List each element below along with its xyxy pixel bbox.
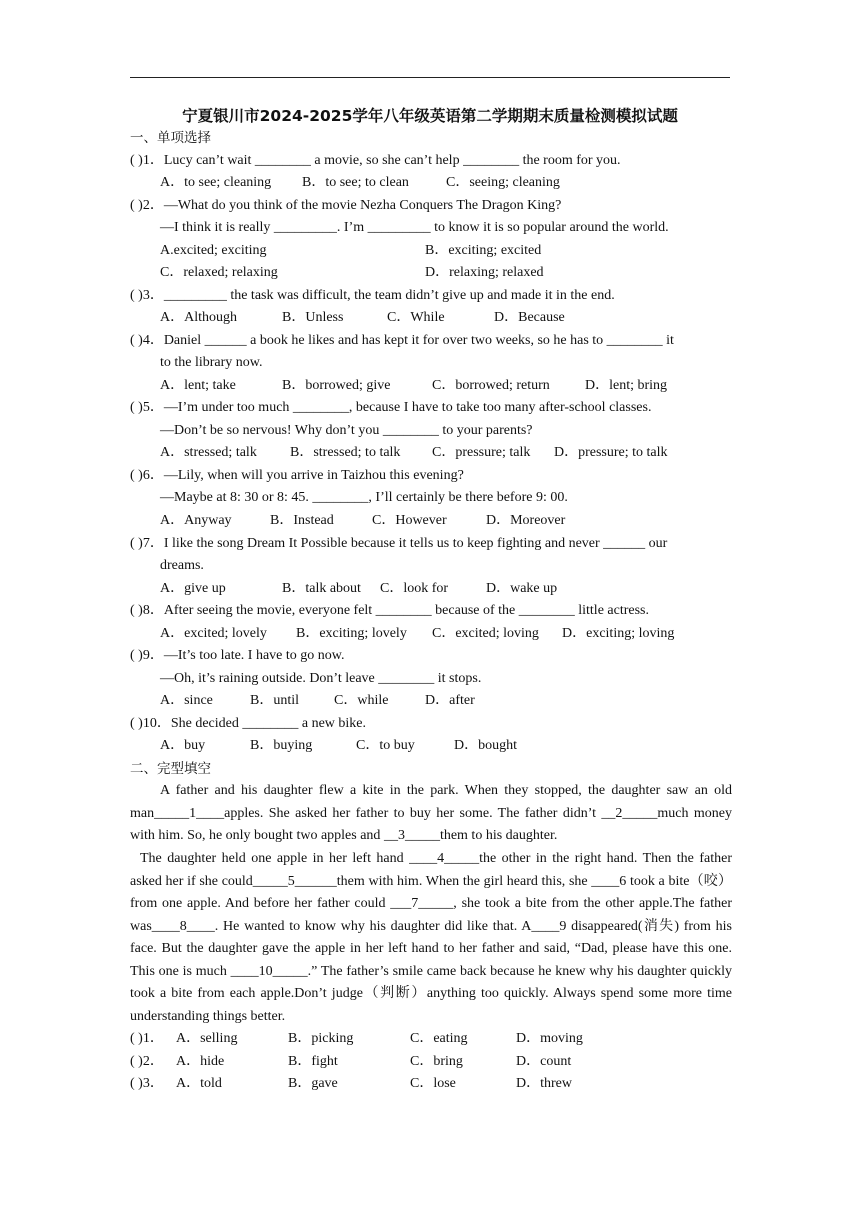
question-5: ( )5．—I’m under too much ________, because I have to take too many after-school classes. [130,400,652,415]
section-heading-cloze: 二、完型填空 [130,761,211,777]
question-7-line-2: dreams. [160,558,204,573]
option: A．Anyway [160,513,232,528]
option: A．stressed; talk [160,445,257,460]
option: C．While [387,310,445,325]
option: A．lent; take [160,378,236,393]
option: A．buy [160,738,206,753]
cloze-text: apples. She asked her father to buy her some. The father didn’t [224,805,597,821]
option: B．Instead [270,513,334,528]
cloze-paragraph-1 [130,780,732,848]
question-5-line-2: —Don’t be so nervous! Why don’t you ________ to your parents? [160,423,533,438]
cloze-blank-4: ____4_____ [409,851,480,866]
question-6-line-2: —Maybe at 8: 30 or 8: 45. ________, I’ll certainly be there before 9: 00. [160,490,568,505]
cloze-text: The daughter held one apple in her left hand [140,851,404,866]
option: D．moving [516,1031,583,1046]
option: D．wake up [486,581,558,596]
option: C．lose [410,1076,456,1091]
option: A．told [176,1076,222,1091]
option: A．selling [176,1031,238,1046]
section-heading-single-choice: 一、单项选择 [130,130,211,146]
option: A.excited; exciting [160,243,267,258]
option: C．bring [410,1054,463,1069]
cloze-text: disappeared(消失) from his face. But the daughter gave the apple in her left hand to her father and said, “Dad, please have this one. This one is much [130,918,733,979]
cloze-text: took a bite（咬）from one apple. And before her father could [130,873,732,911]
option: D．threw [516,1076,572,1091]
option: D．relaxing; relaxed [425,265,544,280]
option: B．exciting; excited [425,243,542,258]
question-10: ( )10．She decided ________ a new bike. [130,716,366,731]
cloze-blank-5: _____5______ [252,873,337,889]
question-9: ( )9．—It’s too late. I have to go now. [130,648,345,663]
option: D．lent; bring [585,378,668,393]
option: C．eating [410,1031,468,1046]
question-3: ( )3．_________ the task was difficult, the team didn’t give up and made it in the end. [130,288,615,303]
option: C．borrowed; return [432,378,550,393]
cloze-blank-3: __3_____ [383,828,440,843]
option: D．after [425,693,475,708]
option: A．since [160,693,213,708]
option: A．to see; cleaning [160,175,272,190]
option: B．picking [288,1031,354,1046]
option: B．fight [288,1054,338,1069]
option: C．However [372,513,447,528]
cloze-text: the other in the right hand. Then the father asked her if she could [130,851,732,889]
cloze-text: them with him. When the girl heard this, she [336,873,588,889]
option: D．bought [454,738,517,753]
option: D．Because [494,310,565,325]
question-1: ( )1．Lucy can’t wait ________ a movie, so she can’t help ________ the room for you. [130,153,621,168]
option: A．Although [160,310,237,325]
option: A．hide [176,1054,225,1069]
cloze-text: much money with him. So, he only bought two apples and [130,805,732,843]
cloze-text: . He wanted to know why his daughter did like that. A [214,918,532,934]
answer-number: ( )1． [130,1031,164,1046]
option: D．count [516,1054,572,1069]
option: C．excited; loving [432,626,539,641]
cloze-text: A father and his daughter flew a kite in the park. When they stopped, the daughter saw an old man [130,783,732,821]
question-7: ( )7．I like the song Dream It Possible because it tells us to keep fighting and never ______ our [130,536,668,551]
option: C．relaxed; relaxing [160,265,278,280]
cloze-answer-row-3 [130,1073,572,1095]
question-4-line-2: to the library now. [160,355,263,370]
cloze-text: .” The father’s smile came back because he knew why his daughter quickly took a bite from each apple.Don’t judge（判断）anything too quickly. Always spend some more time understanding things better. [130,963,733,1024]
question-2: ( )2．—What do you think of the movie Nezha Conquers The Dragon King? [130,198,562,213]
cloze-blank-8: ____8____ [151,918,215,934]
option: B．to see; to clean [302,175,409,190]
option: C．look for [380,581,449,596]
option: B．buying [250,738,313,753]
option: D．exciting; loving [562,626,675,641]
question-2-line-2: —I think it is really _________. I’m _________ to know it is so popular around the world. [160,220,669,235]
cloze-blank-6: ____6 [591,873,627,889]
cloze-answer-row-1 [130,1028,583,1050]
question-8: ( )8．After seeing the movie, everyone felt ________ because of the ________ little actress. [130,603,650,618]
cloze-blank-7: ___7_____ [390,896,454,911]
option: B．Unless [282,310,344,325]
option: B．borrowed; give [282,378,391,393]
question-4: ( )4．Daniel ______ a book he likes and has kept it for over two weeks, so he has to ________ it [130,333,674,348]
cloze-blank-10: ____10_____ [230,963,308,979]
cloze-blank-2: __2_____ [601,805,658,821]
cloze-blank-9: ____9 [531,918,567,934]
option: D．Moreover [486,513,566,528]
cloze-text: , she took a bite from the other apple.The father was [130,896,732,934]
option: B．gave [288,1076,338,1091]
option: B．exciting; lovely [296,626,407,641]
header-rule [130,77,730,78]
option: A．excited; lovely [160,626,267,641]
cloze-text: them to his daughter. [439,828,558,843]
question-9-line-2: —Oh, it’s raining outside. Don’t leave ________ it stops. [160,671,482,686]
question-6: ( )6．—Lily, when will you arrive in Taizhou this evening? [130,468,464,483]
cloze-blank-1: _____1____ [154,805,225,821]
page-title: 宁夏银川市2024-2025学年八年级英语第二学期期末质量检测模拟试题 [182,107,678,125]
option: B．until [250,693,300,708]
option: B．stressed; to talk [290,445,401,460]
cloze-paragraph-2 [130,848,732,1028]
answer-number: ( )2． [130,1054,164,1069]
option: C．to buy [356,738,415,753]
answer-number: ( )3． [130,1076,164,1091]
option: C．pressure; talk [432,445,531,460]
option: A．give up [160,581,226,596]
option: D．pressure; to talk [554,445,668,460]
option: C．while [334,693,389,708]
cloze-answer-row-2 [130,1051,572,1073]
option: C．seeing; cleaning [446,175,560,190]
option: B．talk about [282,581,361,596]
